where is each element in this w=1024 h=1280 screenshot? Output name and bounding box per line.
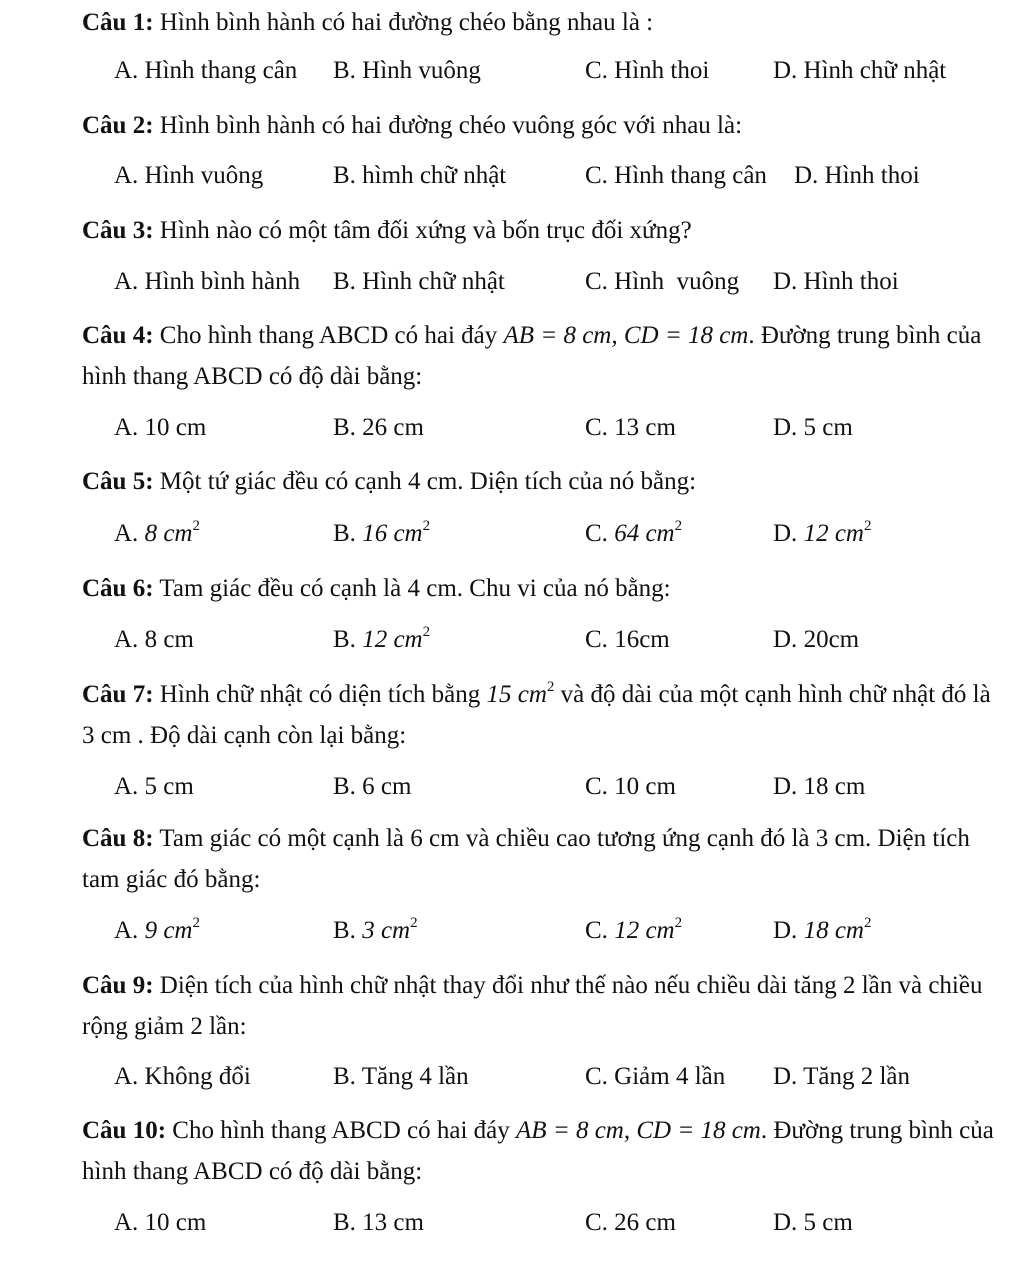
question-7-options — [0, 770, 1024, 804]
question-label: Câu 4: — [82, 322, 154, 349]
option-c[interactable]: C. Hình thoi — [585, 57, 710, 84]
option-value: 16cm — [614, 626, 670, 653]
math-expression: AB = 8 cm, CD = 18 cm — [503, 322, 749, 349]
option-a[interactable]: A. 10 cm — [114, 414, 207, 441]
math-exponent: 2 — [546, 679, 555, 695]
option-c[interactable]: C. Giảm 4 lần — [585, 1063, 726, 1090]
question-8-options — [0, 914, 1024, 948]
question-text-before: Hình chữ nhật có diện tích bằng — [153, 681, 487, 708]
question-text: Hình bình hành có hai đường chéo bằng nhau là : — [153, 9, 654, 36]
option-d[interactable]: D. 5 cm — [773, 1209, 853, 1236]
question-4 — [82, 315, 1002, 397]
option-prefix: C. — [585, 520, 615, 547]
option-b[interactable] — [333, 623, 430, 657]
option-value: 9 cm — [144, 917, 193, 944]
question-label: Câu 10: — [82, 1117, 167, 1144]
option-d[interactable] — [773, 517, 871, 551]
option-exponent: 2 — [674, 915, 683, 931]
option-value: 16 cm — [362, 520, 423, 547]
question-label: Câu 3: — [82, 217, 154, 244]
option-d[interactable]: D. Hình chữ nhật — [773, 57, 947, 84]
option-a[interactable]: A. Hình bình hành — [114, 268, 301, 295]
question-1-options — [0, 54, 1024, 88]
option-a[interactable]: A. Hình thang cân — [114, 57, 298, 84]
option-value: 18 cm — [803, 917, 864, 944]
option-exponent: 2 — [674, 518, 683, 534]
question-9 — [82, 965, 1002, 1047]
option-d[interactable] — [773, 914, 871, 948]
question-text: Hình nào có một tâm đối xứng và bốn trục đối xứng? — [153, 217, 692, 244]
question-8 — [82, 818, 1002, 900]
question-text: Tam giác có một cạnh là 6 cm và chiều cao tương ứng cạnh đó là 3 cm. Diện tích tam giác đó bằng: — [82, 825, 970, 893]
option-a[interactable]: A. 10 cm — [114, 1209, 207, 1236]
option-value: 12 cm — [362, 626, 423, 653]
question-text-before: Cho hình thang ABCD có hai đáy — [166, 1117, 517, 1144]
question-3 — [82, 210, 1002, 251]
option-prefix: A. — [114, 520, 145, 547]
option-b[interactable] — [333, 517, 430, 551]
option-exponent: 2 — [192, 518, 200, 534]
option-prefix: D. — [773, 917, 804, 944]
question-text-after: và độ dài của một cạnh hình chữ nhật đó là 3 cm . Độ dài cạnh còn lại bằng: — [82, 681, 991, 749]
question-2-options — [0, 159, 1024, 193]
question-text-after: . Đường trung bình của hình thang ABCD có độ dài bằng: — [82, 1117, 994, 1185]
question-7 — [82, 674, 1002, 756]
option-d[interactable] — [773, 623, 859, 657]
option-value: 12 cm — [614, 917, 675, 944]
question-6 — [82, 568, 1002, 609]
option-a[interactable] — [114, 914, 200, 948]
option-c[interactable] — [585, 914, 682, 948]
question-10 — [82, 1110, 1002, 1192]
option-b[interactable]: B. 13 cm — [333, 1209, 424, 1236]
question-3-options — [0, 265, 1024, 299]
option-prefix: D. — [773, 520, 804, 547]
option-a[interactable] — [114, 623, 194, 657]
question-text: Một tứ giác đều có cạnh 4 cm. Diện tích của nó bằng: — [153, 468, 697, 495]
option-c[interactable]: C. Hình thang cân — [585, 162, 767, 189]
option-d[interactable]: D. Hình thoi — [794, 162, 920, 189]
option-c[interactable] — [585, 517, 682, 551]
question-label: Câu 7: — [82, 681, 154, 708]
option-prefix: C. — [585, 917, 615, 944]
option-d[interactable]: D. 5 cm — [773, 414, 853, 441]
question-label: Câu 5: — [82, 468, 154, 495]
option-c[interactable]: C. 13 cm — [585, 414, 676, 441]
question-4-options — [0, 411, 1024, 445]
option-d[interactable]: D. 18 cm — [773, 773, 866, 800]
option-exponent: 2 — [422, 518, 431, 534]
option-prefix: C. — [585, 626, 615, 653]
option-c[interactable]: C. 26 cm — [585, 1209, 676, 1236]
option-exponent: 2 — [410, 915, 418, 931]
math-expression: AB = 8 cm, CD = 18 cm — [516, 1117, 761, 1144]
question-1 — [82, 2, 1002, 43]
question-2 — [82, 105, 1002, 146]
option-c[interactable] — [585, 623, 670, 657]
question-text-after: . Đường trung bình của hình thang ABCD có độ dài bằng: — [82, 322, 982, 390]
option-value: 3 cm — [362, 917, 411, 944]
option-b[interactable]: B. 26 cm — [333, 414, 424, 441]
question-5 — [82, 461, 1002, 502]
option-prefix: B. — [333, 626, 363, 653]
option-value: 12 cm — [803, 520, 864, 547]
question-text: Diện tích của hình chữ nhật thay đổi như thế nào nếu chiều dài tăng 2 lần và chiều rộng giảm 2 lần: — [82, 972, 983, 1040]
option-prefix: A. — [114, 626, 145, 653]
option-b[interactable]: B. Hình vuông — [333, 57, 481, 84]
option-b[interactable] — [333, 914, 418, 948]
option-a[interactable]: A. Hình vuông — [114, 162, 264, 189]
option-exponent: 2 — [863, 915, 872, 931]
option-exponent: 2 — [192, 915, 200, 931]
question-label: Câu 9: — [82, 972, 154, 999]
question-6-options — [0, 623, 1024, 657]
question-10-options — [0, 1206, 1024, 1240]
question-label: Câu 2: — [82, 112, 154, 139]
option-prefix: D. — [773, 626, 804, 653]
question-label: Câu 8: — [82, 825, 154, 852]
question-label: Câu 1: — [82, 9, 154, 36]
option-value: 8 cm — [144, 626, 194, 653]
option-c[interactable]: C. Hình vuông — [585, 268, 740, 295]
option-prefix: B. — [333, 917, 363, 944]
option-a[interactable] — [114, 517, 200, 551]
option-prefix: B. — [333, 520, 363, 547]
option-value: 64 cm — [614, 520, 675, 547]
option-a[interactable]: A. 5 cm — [114, 773, 194, 800]
question-label: Câu 6: — [82, 575, 154, 602]
question-text: Tam giác đều có cạnh là 4 cm. Chu vi của nó bằng: — [153, 575, 671, 602]
option-b[interactable]: B. 6 cm — [333, 773, 412, 800]
option-prefix: A. — [114, 917, 145, 944]
option-exponent: 2 — [422, 624, 431, 640]
question-text-before: Cho hình thang ABCD có hai đáy — [153, 322, 504, 349]
option-value: 20cm — [803, 626, 860, 653]
math-expression: 15 cm — [486, 681, 547, 708]
option-exponent: 2 — [863, 518, 872, 534]
option-b[interactable]: B. hìmh chữ nhật — [333, 162, 507, 189]
option-b[interactable]: B. Hình chữ nhật — [333, 268, 505, 295]
question-text: Hình bình hành có hai đường chéo vuông góc với nhau là: — [153, 112, 743, 139]
question-5-options — [0, 517, 1024, 551]
option-d[interactable]: D. Tăng 2 lần — [773, 1063, 911, 1090]
option-b[interactable]: B. Tăng 4 lần — [333, 1063, 469, 1090]
question-9-options — [0, 1060, 1024, 1094]
option-a[interactable]: A. Không đổi — [114, 1063, 251, 1090]
option-d[interactable]: D. Hình thoi — [773, 268, 899, 295]
option-value: 8 cm — [144, 520, 193, 547]
option-c[interactable]: C. 10 cm — [585, 773, 676, 800]
